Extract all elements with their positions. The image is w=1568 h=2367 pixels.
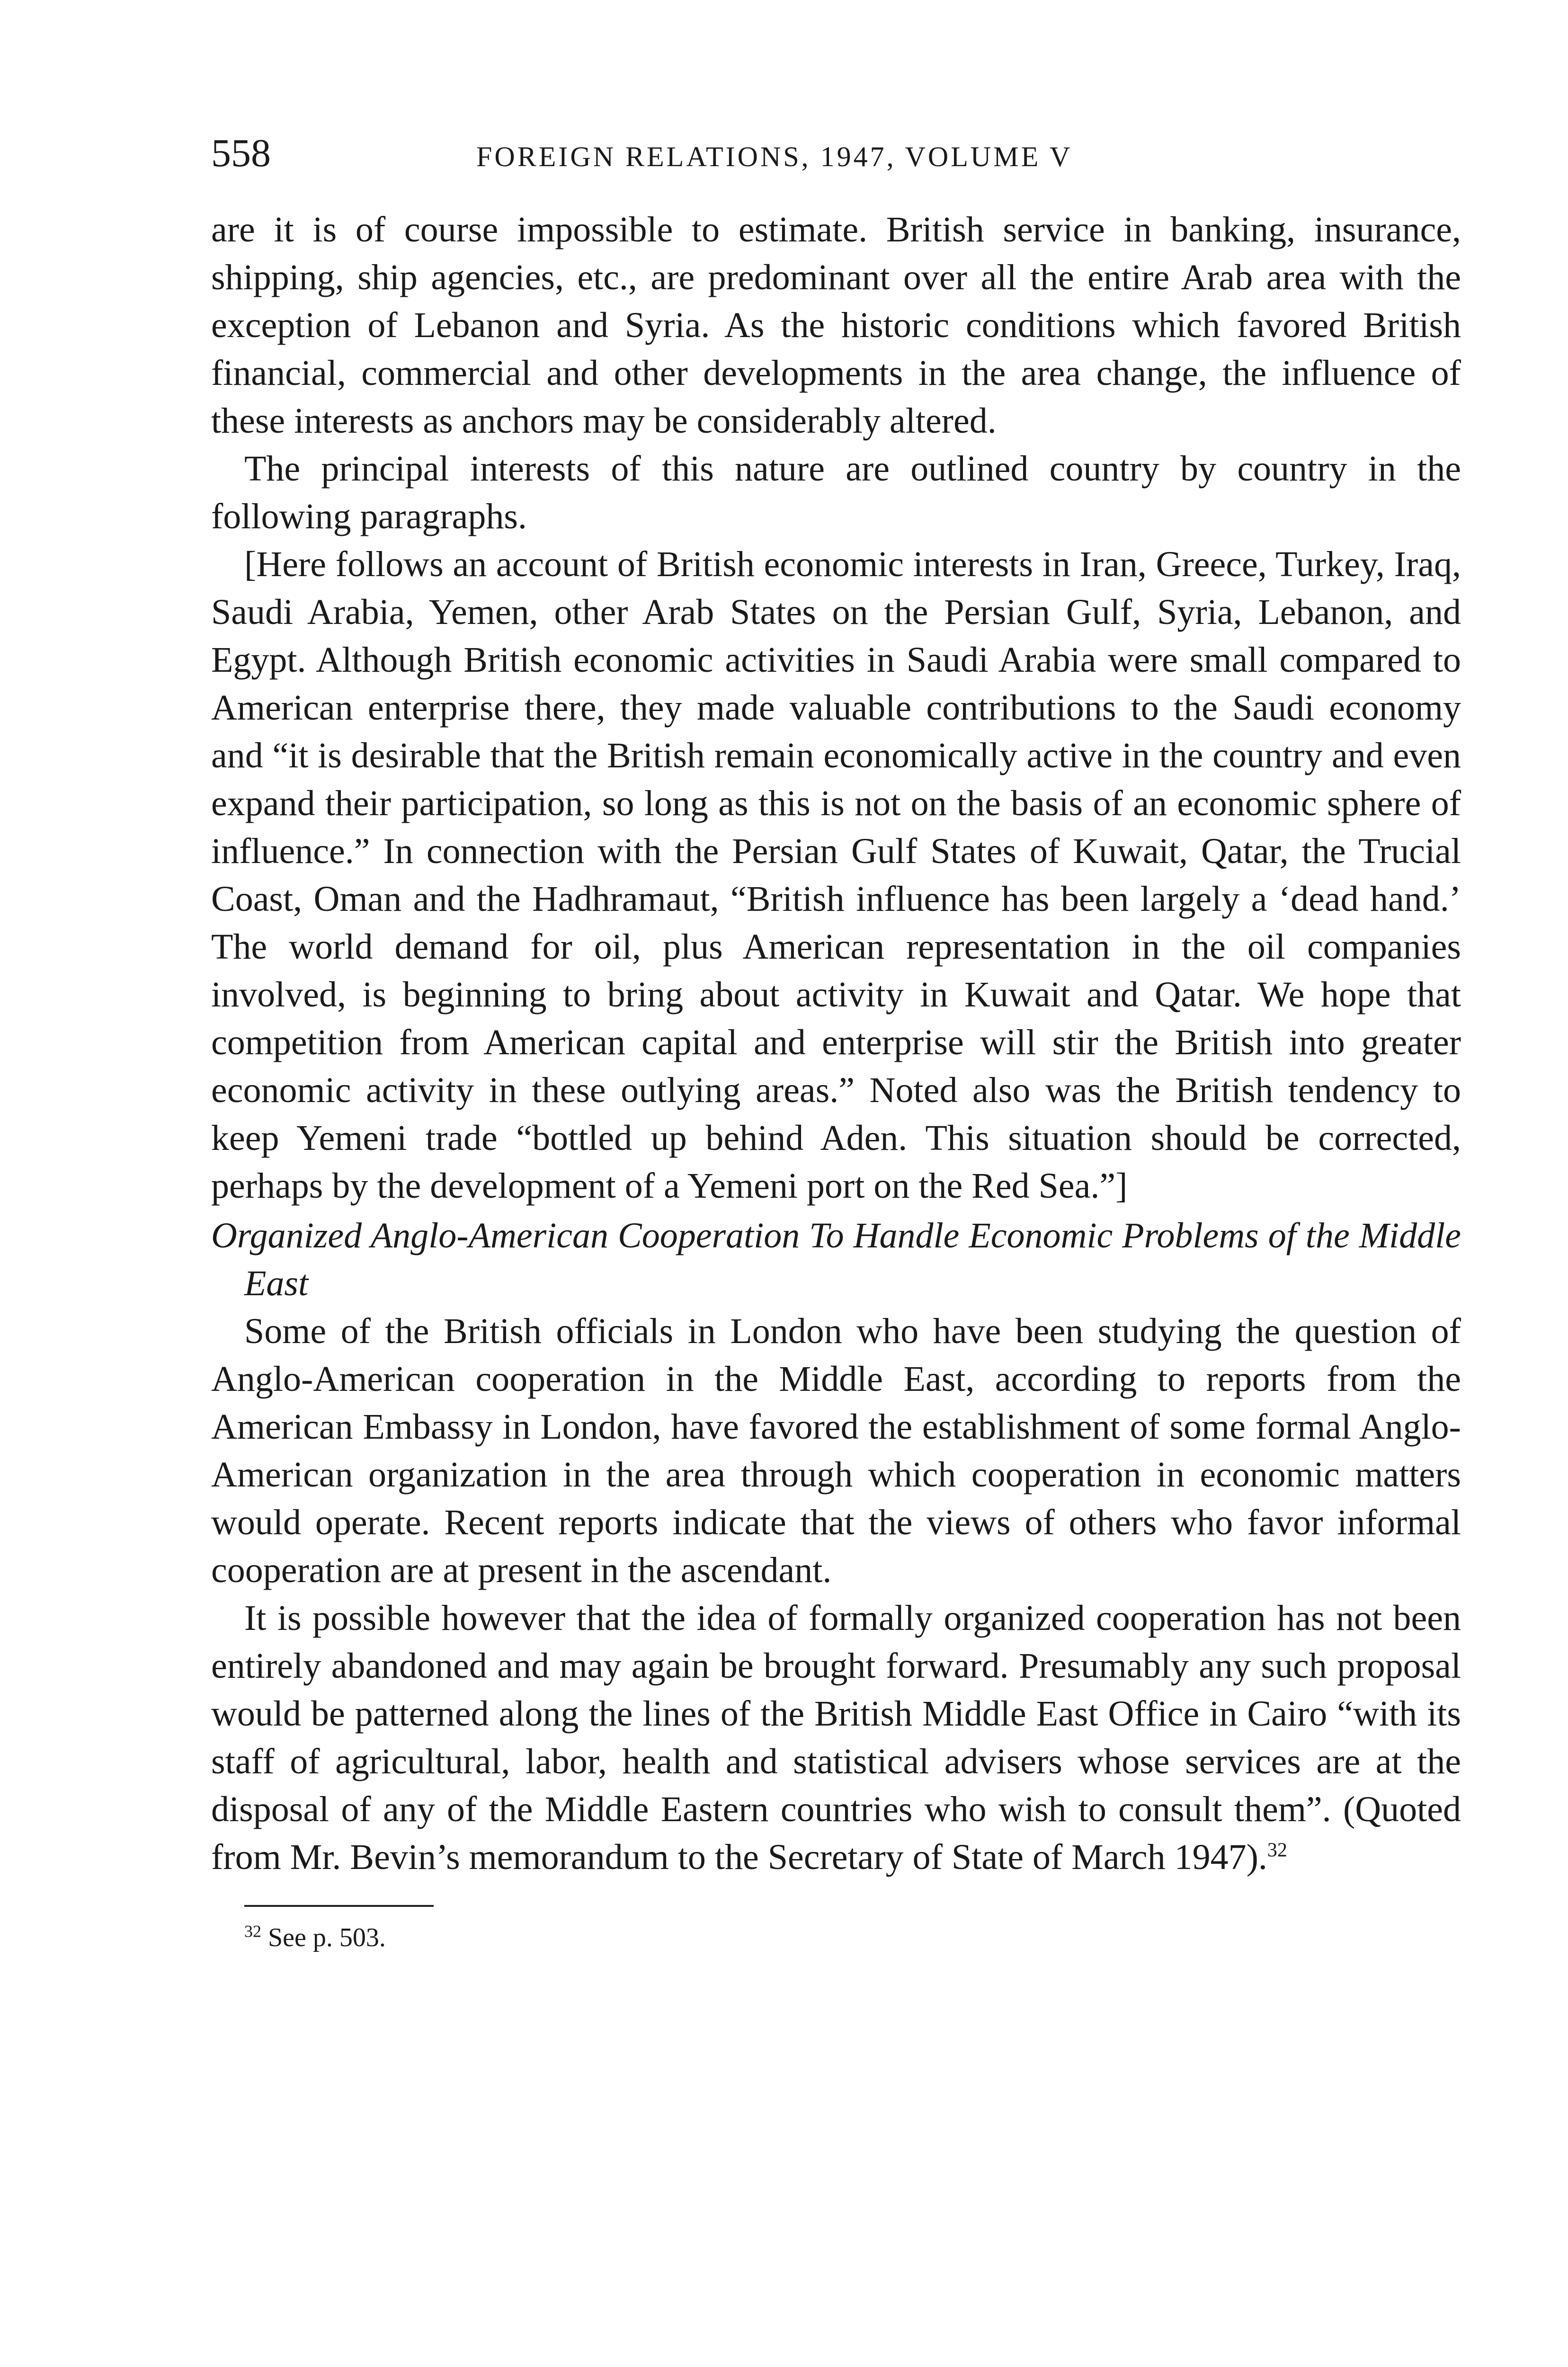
section-heading: Organized Anglo-American Cooperation To Handle Economic Problems of the Middle East bbox=[211, 1216, 1461, 1303]
body-text bbox=[211, 206, 1461, 1881]
running-title: FOREIGN RELATIONS, 1947, VOLUME V bbox=[476, 141, 1073, 172]
paragraph-with-footnote bbox=[211, 1594, 1461, 1881]
paragraph-editorial-note: [Here follows an account of British economic interests in Iran, Greece, Turkey, Iraq, Saudi Arabia, Yemen, other Arab States on the Persian Gulf, Syria, Lebanon, and Egypt. Although British economic activities in Saudi Arabia were small compared to American enterprise there, they made valuable contributions to the Saudi economy and “it is desirable that the British remain economically active in the country and even expand their participation, so long as this is not on the basis of an economic sphere of influence.” In connection with the Persian Gulf States of Kuwait, Qatar, the Trucial Coast, Oman and the Hadhramaut, “British influence has been largely a ‘dead hand.’ The world demand for oil, plus American representation in the oil companies involved, is beginning to bring about activity in Kuwait and Qatar. We hope that competition from American capital and enterprise will stir the British into greater economic activity in these outlying areas.” Noted also was the British tendency to keep Yemeni trade “bottled up behind Aden. This situation should be corrected, perhaps by the development of a Yemeni port on the Red Sea.”] bbox=[211, 544, 1461, 1206]
running-head bbox=[211, 130, 1461, 182]
footnote bbox=[211, 1921, 1461, 1954]
footnote-divider bbox=[244, 1905, 434, 1907]
paragraph: The principal interests of this nature are outlined country by country in the following paragraphs. bbox=[211, 449, 1461, 536]
paragraph-continuation: are it is of course impossible to estimate. British service in banking, insurance, shipping, ship agencies, etc., are predominant over all the entire Arab area with the exception of Lebanon and Syria. As the historic conditions which favored British financial, commercial and other developments in the area change, the influence of these interests as anchors may be considerably altered. bbox=[211, 210, 1461, 441]
footnote-text: See p. 503. bbox=[268, 1923, 386, 1952]
section-body bbox=[211, 1308, 1461, 1881]
footnote-marker: 32 bbox=[244, 1922, 261, 1941]
footnote-reference[interactable]: 32 bbox=[1267, 1839, 1287, 1861]
document-page bbox=[211, 130, 1461, 1954]
paragraph: Some of the British officials in London who have been studying the question of Anglo-American cooperation in the Middle East, according to reports from the American Embassy in London, have favored the establishment of some formal Anglo-American organization in the area through which cooperation in economic matters would operate. Recent reports indicate that the views of others who favor informal cooperation are at present in the ascendant. bbox=[211, 1311, 1461, 1590]
paragraph-text: It is possible however that the idea of formally organized cooperation has not been entirely abandoned and may again be brought forward. Presumably any such proposal would be patterned along the lines of the British Middle East Office in Cairo “with its staff of agricultural, labor, health and statistical advisers whose services are at the disposal of any of the Middle Eastern countries who wish to consult them”. (Quoted from Mr. Bevin’s memorandum to the Secretary of State of March 1947). bbox=[211, 1598, 1461, 1877]
page-number: 558 bbox=[211, 131, 271, 175]
